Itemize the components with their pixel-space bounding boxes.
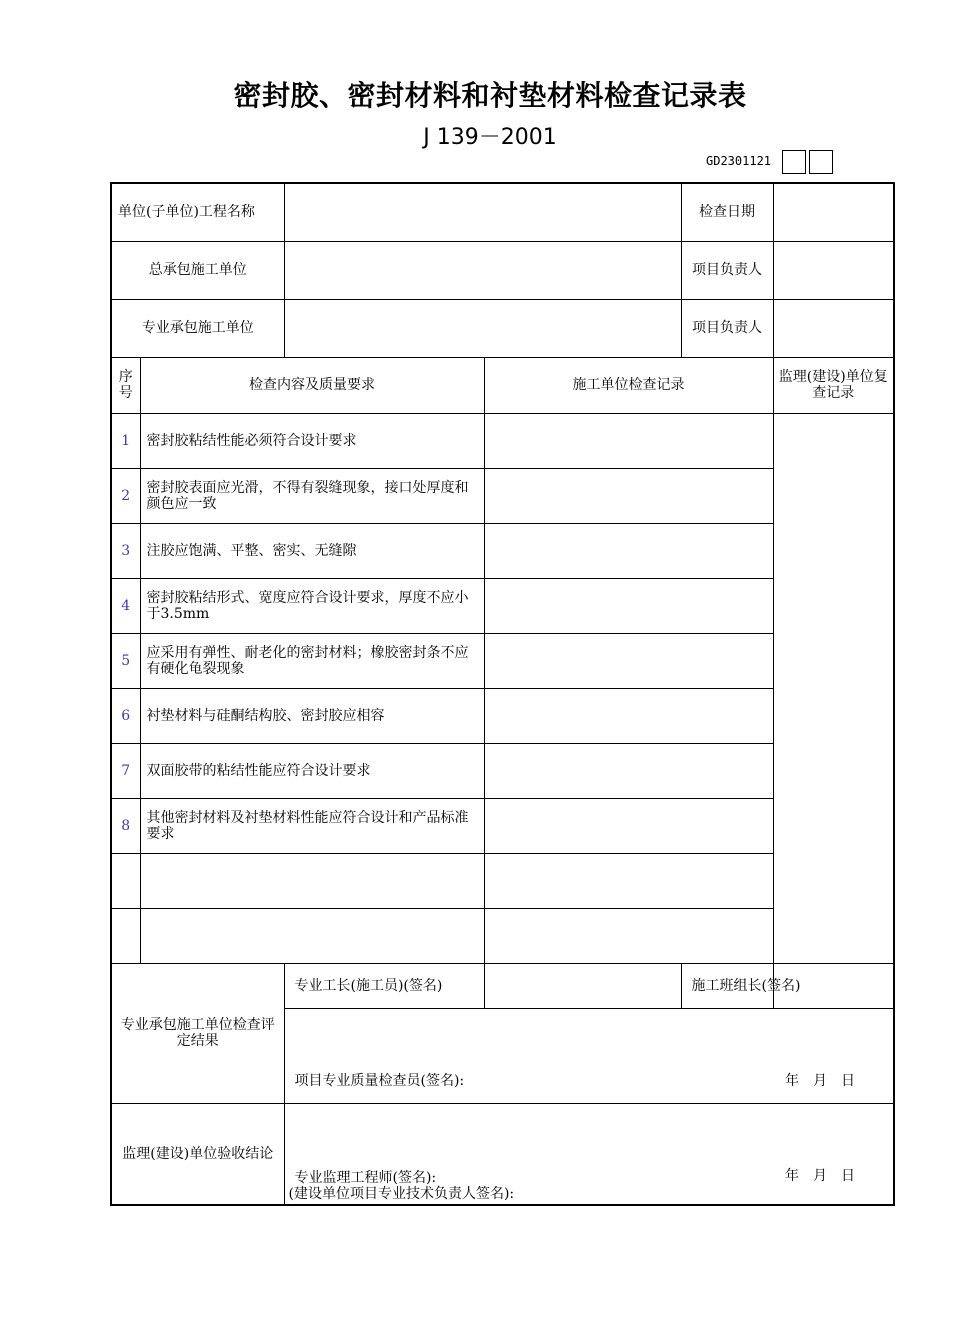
item-number: 7 xyxy=(111,743,140,798)
contractor-record-cell[interactable] xyxy=(484,853,773,908)
item-requirement: 双面胶带的粘结性能应符合设计要求 xyxy=(140,743,484,798)
item-requirement: 衬垫材料与硅酮结构胶、密封胶应相容 xyxy=(140,688,484,743)
item-requirement: 应采用有弹性、耐老化的密封材料；橡胶密封条不应有硬化龟裂现象 xyxy=(140,633,484,688)
project-name-value[interactable] xyxy=(284,183,681,241)
contractor-record-cell[interactable] xyxy=(484,523,773,578)
foreman-label: 专业工长(施工员)(签名) xyxy=(284,963,484,1008)
content-header: 检查内容及质量要求 xyxy=(140,357,484,413)
foreman-signature[interactable] xyxy=(484,963,681,1008)
contractor-record-cell[interactable] xyxy=(484,633,773,688)
item-requirement: 注胶应饱满、平整、密实、无缝隙 xyxy=(140,523,484,578)
contractor-record-header: 施工单位检查记录 xyxy=(484,357,773,413)
contractor-record-cell[interactable] xyxy=(484,743,773,798)
empty-number-cell xyxy=(111,853,140,908)
supervision-record-cell[interactable] xyxy=(773,413,894,963)
standard-number: J 139－2001 xyxy=(423,125,557,150)
inspection-date-value[interactable] xyxy=(773,183,894,241)
item-number: 6 xyxy=(111,688,140,743)
project-manager-value-2[interactable] xyxy=(773,299,894,357)
general-contractor-value[interactable] xyxy=(284,241,681,299)
item-requirement: 其他密封材料及衬垫材料性能应符合设计和产品标准要求 xyxy=(140,798,484,853)
supervision-signature-cell[interactable] xyxy=(284,1103,894,1205)
contractor-record-cell[interactable] xyxy=(484,798,773,853)
inspection-date-label: 检查日期 xyxy=(681,183,773,241)
empty-number-cell xyxy=(111,908,140,963)
form-title: 密封胶、密封材料和衬垫材料检查记录表 xyxy=(233,79,747,112)
date-label-2: 年 月 日 xyxy=(785,1168,856,1184)
item-requirement: 密封胶粘结性能必须符合设计要求 xyxy=(140,413,484,468)
quality-inspector-cell[interactable] xyxy=(284,1008,894,1103)
seq-header: 序号 xyxy=(111,357,140,413)
item-number: 1 xyxy=(111,413,140,468)
project-name-label: 单位(子单位)工程名称 xyxy=(111,183,284,241)
specialty-contractor-label: 专业承包施工单位 xyxy=(111,299,284,357)
supervision-record-header: 监理(建设)单位复查记录 xyxy=(773,357,894,413)
code-box-2[interactable] xyxy=(809,150,833,174)
contractor-record-cell[interactable] xyxy=(484,578,773,633)
code-box-1[interactable] xyxy=(782,150,806,174)
contractor-record-cell[interactable] xyxy=(484,908,773,963)
project-manager-value-1[interactable] xyxy=(773,241,894,299)
inspection-form-table xyxy=(110,182,895,1206)
contractor-record-cell[interactable] xyxy=(484,413,773,468)
empty-requirement-cell[interactable] xyxy=(140,908,484,963)
item-number: 5 xyxy=(111,633,140,688)
form-code: GD2301121 xyxy=(706,154,772,168)
contractor-result-label: 专业承包施工单位检查评定结果 xyxy=(111,963,284,1103)
team-leader-label: 施工班组长(签名) xyxy=(681,963,773,1008)
item-number: 2 xyxy=(111,468,140,523)
item-number: 4 xyxy=(111,578,140,633)
general-contractor-label: 总承包施工单位 xyxy=(111,241,284,299)
project-manager-label-1: 项目负责人 xyxy=(681,241,773,299)
contractor-record-cell[interactable] xyxy=(484,468,773,523)
date-label-1: 年 月 日 xyxy=(785,1072,856,1089)
item-requirement: 密封胶表面应光滑，不得有裂缝现象，接口处厚度和颜色应一致 xyxy=(140,468,484,523)
owner-tech-label: (建设单位项目专业技术负责人签名): xyxy=(288,1186,515,1202)
contractor-record-cell[interactable] xyxy=(484,688,773,743)
specialty-contractor-value[interactable] xyxy=(284,299,681,357)
project-manager-label-2: 项目负责人 xyxy=(681,299,773,357)
supervision-engineer-label: 专业监理工程师(签名): xyxy=(294,1170,437,1186)
item-number: 3 xyxy=(111,523,140,578)
item-number: 8 xyxy=(111,798,140,853)
supervision-conclusion-label: 监理(建设)单位验收结论 xyxy=(111,1103,284,1205)
empty-requirement-cell[interactable] xyxy=(140,853,484,908)
quality-inspector-label: 项目专业质量检查员(签名): xyxy=(294,1072,465,1089)
item-requirement: 密封胶粘结形式、宽度应符合设计要求，厚度不应小于3.5mm xyxy=(140,578,484,633)
